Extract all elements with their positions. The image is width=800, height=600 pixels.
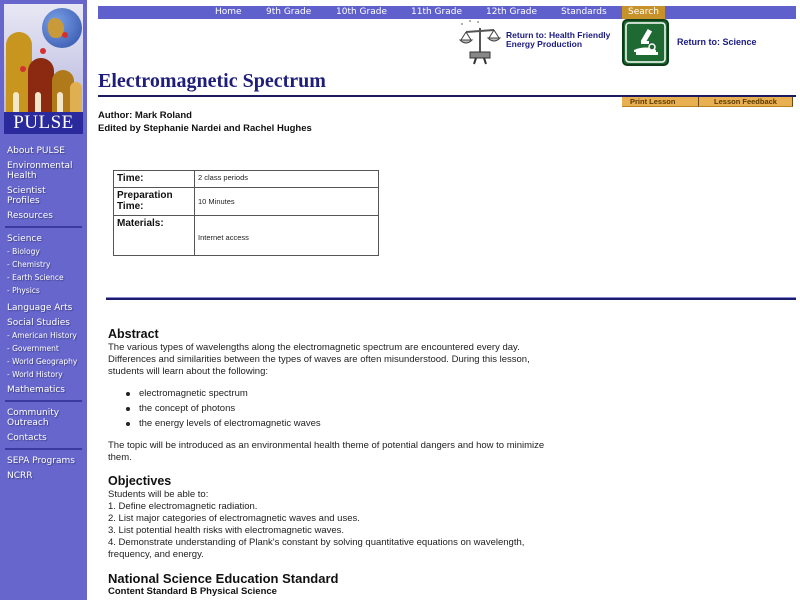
sidebar-item-earth-science[interactable]: - Earth Science — [7, 273, 64, 282]
sidebar-item-community-outreach[interactable]: Community Outreach — [7, 408, 60, 428]
section-divider — [106, 297, 796, 300]
return-health-link[interactable] — [456, 18, 626, 68]
logo-figure — [28, 58, 54, 114]
lesson-content — [108, 327, 568, 598]
return-health-label[interactable]: Return to: Health Friendly Energy Production — [506, 30, 611, 49]
lesson-actions — [622, 97, 793, 107]
sidebar-item-social-studies[interactable]: Social Studies — [7, 318, 70, 328]
sidebar-item-contacts[interactable]: Contacts — [7, 433, 47, 443]
abstract-bullets — [108, 388, 568, 430]
top-nav-standards[interactable]: Standards — [561, 7, 607, 17]
materials-label: Materials: — [114, 216, 195, 256]
abstract-closing: The topic will be introduced as an environmental health theme of potential dangers and how to minimize them. — [108, 440, 545, 463]
sidebar-item-resources[interactable]: Resources — [7, 211, 53, 221]
list-item: the concept of photons — [108, 403, 568, 415]
preparation-time-label: Preparation Time: — [114, 188, 195, 216]
lesson-feedback-button[interactable]: Lesson Feedback — [699, 97, 793, 107]
sidebar-nav — [0, 146, 87, 486]
sidebar-item-ncrr[interactable]: NCRR — [7, 471, 33, 481]
sidebar-item-about-pulse[interactable]: About PULSE — [7, 146, 65, 156]
preparation-time-value: 10 Minutes — [195, 188, 379, 216]
sidebar-item-language-arts[interactable]: Language Arts — [7, 303, 73, 313]
sidebar-item-science[interactable]: Science — [7, 234, 42, 244]
objective-item: 3. List potential health risks with electromagnetic waves. — [108, 525, 345, 536]
sidebar-item-world-geography[interactable]: - World Geography — [7, 357, 78, 366]
logo-text: PULSE — [4, 112, 83, 134]
standards-heading: National Science Education Standard — [108, 571, 339, 586]
sidebar-item-scientist-profiles[interactable]: Scientist Profiles — [7, 186, 46, 206]
table-row — [114, 171, 379, 188]
objective-item: 1. Define electromagnetic radiation. — [108, 501, 258, 512]
logo-dot — [62, 32, 68, 38]
time-value: 2 class periods — [195, 171, 379, 188]
logo-arch — [57, 92, 63, 114]
objectives-intro: Students will be able to: — [108, 489, 209, 500]
top-nav-bar — [98, 6, 796, 19]
top-nav-search[interactable]: Search — [622, 6, 665, 19]
standards-subheading: Content Standard B Physical Science — [108, 586, 277, 597]
return-science-link[interactable] — [622, 19, 797, 67]
top-nav-12th-grade[interactable]: 12th Grade — [486, 7, 537, 17]
list-item: electromagnetic spectrum — [108, 388, 568, 400]
sidebar-item-environmental-health[interactable]: Environmental Health — [7, 161, 73, 181]
top-nav-10th-grade[interactable]: 10th Grade — [336, 7, 387, 17]
sidebar-divider — [5, 400, 82, 402]
top-nav-home[interactable]: Home — [215, 7, 242, 17]
logo-figure — [70, 82, 82, 114]
sidebar-divider — [5, 226, 82, 228]
sidebar-item-sepa-programs[interactable]: SEPA Programs — [7, 456, 75, 466]
sidebar-item-government[interactable]: - Government — [7, 344, 59, 353]
table-row — [114, 216, 379, 256]
pulse-logo[interactable] — [4, 4, 83, 134]
scale-icon — [456, 18, 504, 66]
table-row — [114, 188, 379, 216]
sidebar-item-mathematics[interactable]: Mathematics — [7, 385, 65, 395]
sidebar-item-biology[interactable]: - Biology — [7, 247, 40, 256]
sidebar — [0, 0, 87, 600]
sidebar-item-american-history[interactable]: - American History — [7, 331, 77, 340]
logo-arch — [35, 92, 41, 114]
top-nav-11th-grade[interactable]: 11th Grade — [411, 7, 462, 17]
objective-item: 2. List major categories of electromagnetic waves and uses. — [108, 513, 360, 524]
editors: Edited by Stephanie Nardei and Rachel Hughes — [98, 123, 312, 134]
sidebar-item-world-history[interactable]: - World History — [7, 370, 63, 379]
return-science-label[interactable]: Return to: Science — [677, 37, 757, 47]
logo-arch — [13, 92, 19, 114]
print-lesson-button[interactable]: Print Lesson — [622, 97, 699, 107]
abstract-heading: Abstract — [108, 327, 159, 341]
lesson-info-table — [113, 170, 379, 256]
sidebar-item-chemistry[interactable]: - Chemistry — [7, 260, 51, 269]
list-item: the energy levels of electromagnetic waves — [108, 418, 568, 430]
objectives-heading: Objectives — [108, 474, 172, 488]
logo-dot — [20, 66, 26, 72]
page-title: Electromagnetic Spectrum — [98, 70, 326, 92]
sidebar-item-physics[interactable]: - Physics — [7, 286, 40, 295]
globe-icon — [42, 8, 82, 48]
abstract-intro: The various types of wavelengths along the electromagnetic spectrum are encountered every day. Differences and similarities between the types of waves are often misunderstood. During this lesson, students will learn about the following: — [108, 342, 530, 377]
time-label: Time: — [114, 171, 195, 188]
author: Author: Mark Roland — [98, 110, 192, 121]
materials-value: Internet access — [195, 216, 379, 256]
microscope-icon[interactable] — [622, 19, 669, 66]
objective-item: 4. Demonstrate understanding of Plank's constant by solving quantitative equations on wavelength, frequency, and energy. — [108, 537, 525, 560]
sidebar-divider — [5, 448, 82, 450]
logo-dot — [40, 48, 46, 54]
top-nav-9th-grade[interactable]: 9th Grade — [266, 7, 312, 17]
